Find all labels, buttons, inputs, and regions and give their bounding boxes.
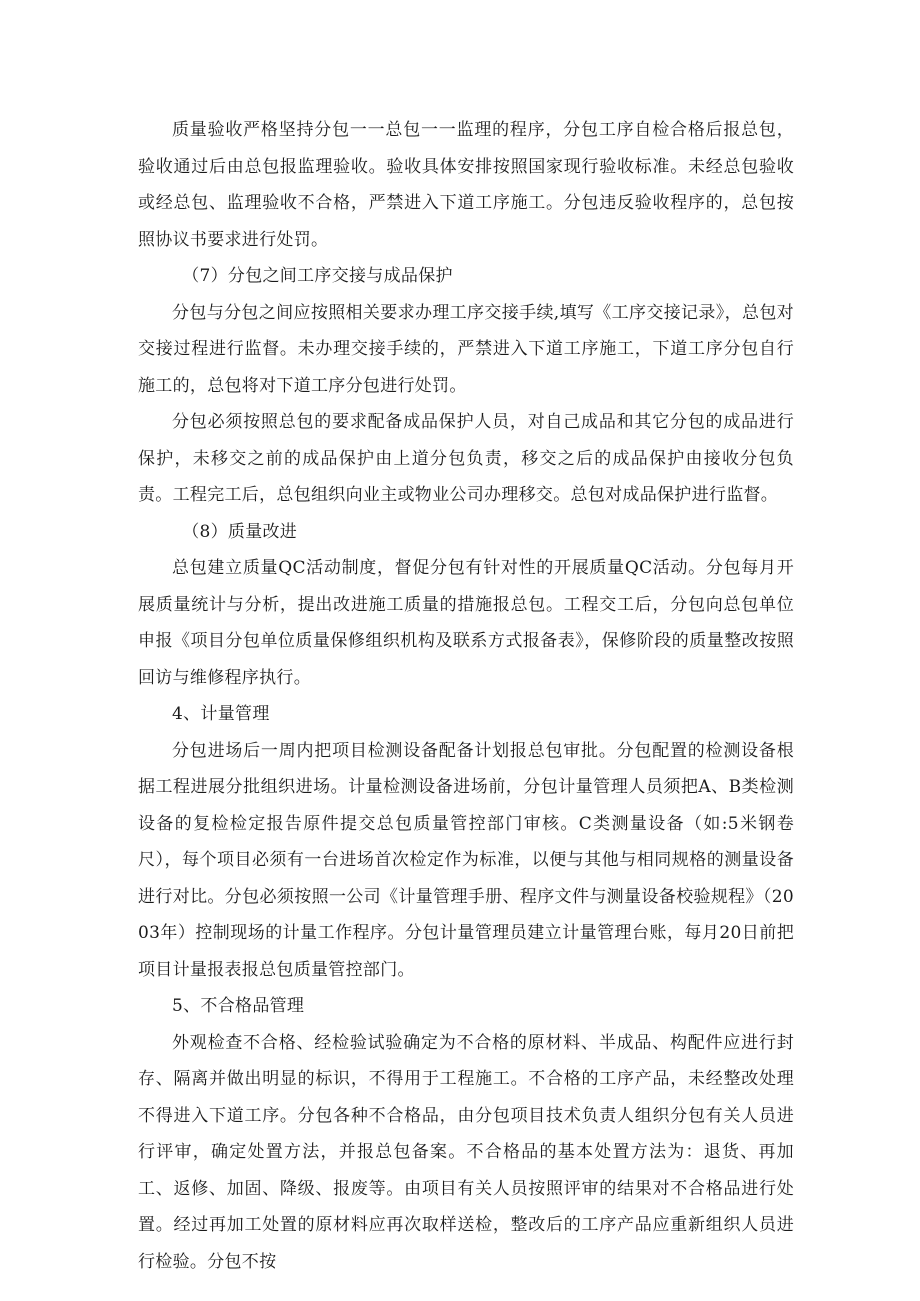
paragraph-nonconforming-details: 外观检查不合格、经检验试验确定为不合格的原材料、半成品、构配件应进行封存、隔离并做出明显的标识，不得用于工程施工。不合格的工序产品，未经整改处理不得进入下道工序。分包各种不合格品，由分包项目技术负责人组织分包有关人员进行评审，确定处置方法，并报总包备案。不合格品的基本处置方法为：退货、再加工、返修、加固、降级、报废等。由项目有关人员按照评审的结果对不合格品进行处置。经过再加工处置的原材料应再次取样送检，整改后的工序产品应重新组织人员进行检验。分包不按 <box>138 1032 794 1272</box>
paragraph-metrology-details: 分包进场后一周内把项目检测设备配备计划报总包审批。分包配置的检测设备根据工程进展分批组织进场。计量检测设备进场前，分包计量管理人员须把A、B类检测设备的复检检定报告原件提交总包质量管控部门审核。C类测量设备（如:5米钢卷尺），每个项目必须有一台进场首次检定作为标准，以便与其他与相同规格的测量设备进行对比。分包必须按照一公司《计量管理手册、程序文件与测量设备校验规程》（2003年）控制现场的计量工作程序。分包计量管理员建立计量管理台账，每月20日前把项目计量报表报总包质量管控部门。 <box>138 740 794 980</box>
heading-nonconforming-management: 5、不合格品管理 <box>172 996 305 1016</box>
paragraph-qc-activities: 总包建立质量QC活动制度，督促分包有针对性的开展质量QC活动。分包每月开展质量统计与分析，提出改进施工质量的措施报总包。工程交工后，分包向总包单位申报《项目分包单位质量保修组织机构及联系方式报备表》，保修阶段的质量整改按照回访与维修程序执行。 <box>138 558 794 688</box>
document-body <box>138 112 794 1280</box>
paragraph-acceptance-procedure: 质量验收严格坚持分包一一总包一一监理的程序，分包工序自检合格后报总包，验收通过后由总包报监理验收。验收具体安排按照国家现行验收标准。未经总包验收或经总包、监理验收不合格，严禁进入下道工序施工。分包违反验收程序的，总包按照协议书要求进行处罚。 <box>138 120 794 250</box>
paragraph-handover-procedure: 分包与分包之间应按照相关要求办理工序交接手续,填写《工序交接记录》，总包对交接过程进行监督。未办理交接手续的，严禁进入下道工序施工，下道工序分包自行施工的，总包将对下道工序分包进行处罚。 <box>138 302 794 396</box>
paragraph-product-protection: 分包必须按照总包的要求配备成品保护人员，对自己成品和其它分包的成品进行保护，未移交之前的成品保护由上道分包负责，移交之后的成品保护由接收分包负责。工程完工后，总包组织向业主或物业公司办理移交。总包对成品保护进行监督。 <box>138 412 794 505</box>
subheading-quality-improvement: （8）质量改进 <box>182 521 298 542</box>
heading-metrology-management: 4、计量管理 <box>172 704 270 724</box>
subheading-process-handover: （7）分包之间工序交接与成品保护 <box>182 266 453 286</box>
